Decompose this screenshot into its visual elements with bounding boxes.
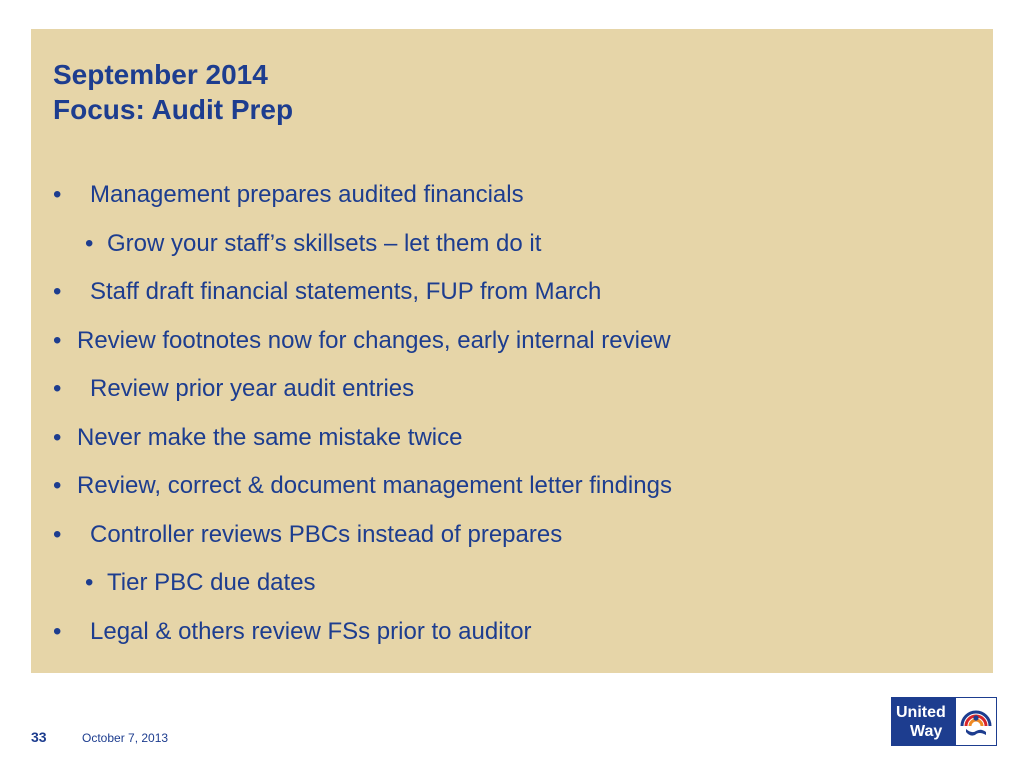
bullet-text: Review footnotes now for changes, early internal review: [77, 326, 671, 354]
bullet-text: Tier PBC due dates: [107, 569, 316, 596]
logo-mark-svg: [958, 704, 994, 740]
sub-bullet-item: [53, 569, 672, 618]
bullet-item: [53, 521, 672, 570]
united-way-hand-rainbow-icon: [956, 698, 996, 745]
bullet-symbol: •: [53, 617, 62, 645]
bullet-symbol: •: [53, 326, 62, 354]
logo-line-2: Way: [910, 722, 943, 740]
bullet-text: Review, correct & document management letter findings: [77, 472, 672, 499]
bullet-text: Controller reviews PBCs instead of prepares: [90, 520, 563, 548]
bullet-list: [53, 181, 672, 666]
bullet-symbol: •: [85, 229, 94, 257]
bullet-text: Staff draft financial statements, FUP from March: [90, 278, 602, 305]
bullet-symbol: •: [53, 423, 62, 451]
bullet-symbol: •: [53, 375, 62, 402]
logo-hand: [966, 729, 986, 736]
bullet-item: [53, 472, 672, 521]
logo-line-1: United: [896, 703, 946, 721]
page-number: 33: [31, 729, 47, 745]
content-panel: [31, 29, 993, 673]
sub-bullet-item: [53, 230, 672, 279]
logo-wordmark: [892, 698, 956, 745]
bullet-text: Legal & others review FSs prior to auditor: [90, 617, 532, 645]
bullet-item: [53, 618, 672, 667]
bullet-text: Management prepares audited financials: [90, 181, 524, 208]
bullet-symbol: •: [53, 520, 62, 548]
bullet-symbol: •: [85, 569, 94, 596]
bullet-symbol: •: [53, 181, 62, 208]
bullet-item: [53, 424, 672, 473]
title-line-2: Focus: Audit Prep: [53, 94, 294, 125]
bullet-text: Grow your staff’s skillsets – let them do it: [107, 229, 542, 257]
title-line-1: September 2014: [53, 59, 268, 90]
bullet-text: Review prior year audit entries: [90, 375, 415, 402]
united-way-logo: [891, 697, 997, 746]
logo-person-head: [973, 715, 978, 720]
bullet-item: [53, 375, 672, 424]
bullet-item: [53, 181, 672, 230]
bullet-text: Never make the same mistake twice: [77, 423, 463, 451]
slide-title: [53, 57, 293, 127]
bullet-symbol: •: [53, 472, 62, 499]
bullet-item: [53, 278, 672, 327]
logo-arc-orange: [970, 720, 982, 726]
bullet-symbol: •: [53, 278, 62, 305]
footer-date: October 7, 2013: [82, 731, 169, 745]
bullet-item: [53, 327, 672, 376]
